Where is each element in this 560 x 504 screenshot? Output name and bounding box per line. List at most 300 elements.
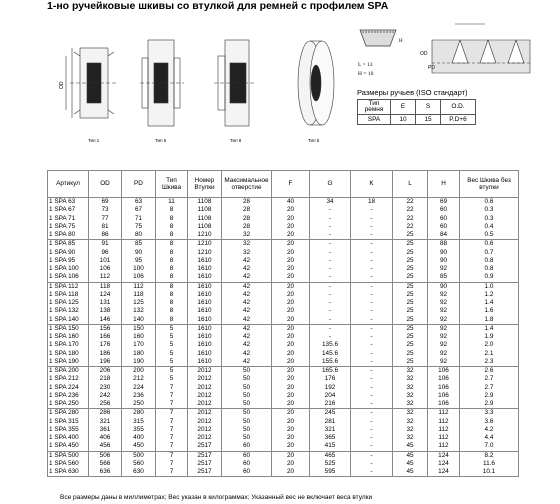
table-row xyxy=(48,257,519,265)
table-cell: - xyxy=(351,231,393,240)
table-cell: 42 xyxy=(222,273,272,282)
table-row xyxy=(48,215,519,223)
table-cell: - xyxy=(310,265,351,273)
table-cell: 22 xyxy=(393,198,428,207)
table-cell: 25 xyxy=(393,307,428,315)
type-label-8: Тип 8 xyxy=(230,138,242,143)
table-cell: 8 xyxy=(156,223,188,231)
table-cell: 1 SPA 85 xyxy=(48,240,89,249)
table-cell: 321 xyxy=(310,426,351,434)
table-cell: 192 xyxy=(310,384,351,392)
spec-header-cell: Артикул xyxy=(48,171,89,198)
table-cell: 1 SPA 80 xyxy=(48,231,89,240)
groove-table-title: Размеры ручьев (ISO стандарт) xyxy=(357,88,468,97)
table-cell: 8 xyxy=(156,231,188,240)
table-cell: 145.6 xyxy=(310,350,351,358)
table-cell: 25 xyxy=(393,350,428,358)
table-row xyxy=(48,223,519,231)
table-cell: 2517 xyxy=(188,442,222,451)
spec-header-cell: Максимальное отверстие xyxy=(222,171,272,198)
table-cell: 2.0 xyxy=(460,341,519,349)
table-cell: - xyxy=(310,316,351,325)
table-cell: 7 xyxy=(156,442,188,451)
table-cell: 0.4 xyxy=(460,223,519,231)
table-cell: 1 SPA 355 xyxy=(48,426,89,434)
table-row xyxy=(48,333,519,341)
table-cell: 60 xyxy=(428,223,460,231)
table-cell: 20 xyxy=(272,367,310,376)
table-cell: - xyxy=(351,350,393,358)
table-cell: 118 xyxy=(122,291,156,299)
table-cell: 1 SPA 500 xyxy=(48,451,89,460)
table-cell: 1610 xyxy=(188,257,222,265)
table-row xyxy=(48,434,519,442)
table-cell: 135.6 xyxy=(310,341,351,349)
table-cell: 8 xyxy=(156,282,188,291)
table-cell: 2.9 xyxy=(460,400,519,409)
belt-L-text: L = 13 xyxy=(358,62,373,68)
table-cell: 165.6 xyxy=(310,367,351,376)
spec-header-cell: G xyxy=(310,171,351,198)
table-row xyxy=(48,291,519,299)
table-cell: 5 xyxy=(156,358,188,367)
table-cell: 42 xyxy=(222,299,272,307)
table-cell: 32 xyxy=(222,231,272,240)
table-cell: 1 SPA 100 xyxy=(48,265,89,273)
table-cell: 7 xyxy=(156,468,188,477)
table-cell: 0.8 xyxy=(460,265,519,273)
table-cell: 20 xyxy=(272,206,310,214)
table-cell: 11 xyxy=(156,198,188,207)
table-cell: 60 xyxy=(428,215,460,223)
table-cell: 20 xyxy=(272,265,310,273)
table-cell: 286 xyxy=(89,409,122,418)
table-cell: - xyxy=(351,409,393,418)
table-cell: 92 xyxy=(428,358,460,367)
table-row xyxy=(48,282,519,291)
table-cell: 32 xyxy=(393,426,428,434)
table-cell: 245 xyxy=(310,409,351,418)
table-cell: 355 xyxy=(122,426,156,434)
table-cell: 7 xyxy=(156,434,188,442)
table-cell: 20 xyxy=(272,384,310,392)
footnote: Все размеры даны в миллиметрах; Вес указан в килограммах; Указанный вес не включает веса втулки xyxy=(60,494,373,501)
table-cell: - xyxy=(351,333,393,341)
table-cell: 156 xyxy=(89,324,122,333)
table-cell: 256 xyxy=(89,400,122,409)
table-cell: 1610 xyxy=(188,333,222,341)
table-cell: 155.6 xyxy=(310,358,351,367)
pulley-type8-drawing xyxy=(214,40,256,126)
table-cell: 42 xyxy=(222,333,272,341)
table-cell: 42 xyxy=(222,358,272,367)
table-cell: 20 xyxy=(272,350,310,358)
table-cell: 525 xyxy=(310,460,351,468)
table-cell: 1 SPA 400 xyxy=(48,434,89,442)
table-cell: 101 xyxy=(89,257,122,265)
table-cell: 0.6 xyxy=(460,198,519,207)
table-cell: 91 xyxy=(89,240,122,249)
table-cell: 1610 xyxy=(188,291,222,299)
table-cell: 361 xyxy=(89,426,122,434)
table-cell: 85 xyxy=(122,240,156,249)
spec-header-cell: H xyxy=(428,171,460,198)
table-cell: 1 SPA 180 xyxy=(48,350,89,358)
table-cell: 5 xyxy=(156,324,188,333)
table-cell: 124 xyxy=(89,291,122,299)
spec-header-cell: L xyxy=(393,171,428,198)
spec-header-cell: Тип Шкива xyxy=(156,171,188,198)
table-cell: 45 xyxy=(393,451,428,460)
table-cell: 636 xyxy=(89,468,122,477)
table-cell: - xyxy=(351,215,393,223)
table-cell: 415 xyxy=(310,442,351,451)
table-cell: 45 xyxy=(393,442,428,451)
table-cell: 106 xyxy=(428,375,460,383)
table-cell: - xyxy=(351,282,393,291)
table-cell: - xyxy=(351,265,393,273)
table-row xyxy=(48,299,519,307)
label-OD: OD xyxy=(420,51,428,57)
table-cell: 42 xyxy=(222,257,272,265)
table-cell: 400 xyxy=(122,434,156,442)
table-cell: 90 xyxy=(122,249,156,257)
table-cell: 73 xyxy=(89,206,122,214)
table-cell: 32 xyxy=(393,400,428,409)
table-cell: 10.1 xyxy=(460,468,519,477)
table-cell: 196 xyxy=(89,358,122,367)
groove-header-belt-type: Тип ремня xyxy=(358,100,391,115)
table-cell: 4.2 xyxy=(460,426,519,434)
table-cell: 1.4 xyxy=(460,324,519,333)
table-cell: 146 xyxy=(89,316,122,325)
table-cell: 77 xyxy=(89,215,122,223)
table-cell: 456 xyxy=(89,442,122,451)
groove-cell-od: P.D+6 xyxy=(441,115,476,125)
table-cell: - xyxy=(310,299,351,307)
table-cell: 1210 xyxy=(188,231,222,240)
belt-H-text: H = 10 xyxy=(358,71,374,77)
table-cell: - xyxy=(351,316,393,325)
table-cell: 92 xyxy=(428,299,460,307)
table-cell: 20 xyxy=(272,460,310,468)
spec-table-block xyxy=(47,170,519,477)
table-cell: 1 SPA 236 xyxy=(48,392,89,400)
type-label-1: Тип 1 xyxy=(88,138,100,143)
table-cell: 8 xyxy=(156,299,188,307)
table-cell: 1 SPA 71 xyxy=(48,215,89,223)
table-cell: 112 xyxy=(428,442,460,451)
table-cell: 25 xyxy=(393,231,428,240)
table-cell: 1 SPA 63 xyxy=(48,198,89,207)
table-cell: 595 xyxy=(310,468,351,477)
table-cell: 1 SPA 125 xyxy=(48,299,89,307)
table-cell: 465 xyxy=(310,451,351,460)
table-cell: - xyxy=(310,231,351,240)
table-cell: 32 xyxy=(222,249,272,257)
table-cell: 1 SPA 450 xyxy=(48,442,89,451)
table-cell: 69 xyxy=(428,198,460,207)
table-cell: 92 xyxy=(428,291,460,299)
table-cell: 566 xyxy=(89,460,122,468)
table-cell: 1.0 xyxy=(460,282,519,291)
table-cell: 42 xyxy=(222,350,272,358)
table-cell: - xyxy=(351,240,393,249)
table-cell: 200 xyxy=(122,367,156,376)
table-cell: 25 xyxy=(393,273,428,282)
table-cell: 90 xyxy=(428,257,460,265)
groove-profile-drawing xyxy=(432,24,530,73)
table-cell: 86 xyxy=(89,231,122,240)
table-cell: 20 xyxy=(272,468,310,477)
table-cell: 85 xyxy=(428,273,460,282)
table-cell: 118 xyxy=(89,282,122,291)
table-cell: 124 xyxy=(428,468,460,477)
table-cell: 0.8 xyxy=(460,257,519,265)
table-cell: 1108 xyxy=(188,198,222,207)
table-cell: 40 xyxy=(272,198,310,207)
pulley-type1-drawing xyxy=(66,48,118,118)
table-cell: 0.3 xyxy=(460,206,519,214)
table-cell: 42 xyxy=(222,265,272,273)
table-cell: 69 xyxy=(89,198,122,207)
table-cell: 32 xyxy=(393,375,428,383)
belt-profile-drawing xyxy=(360,30,396,46)
table-cell: 4.4 xyxy=(460,434,519,442)
table-cell: 112 xyxy=(428,434,460,442)
table-cell: 20 xyxy=(272,451,310,460)
table-cell: 50 xyxy=(222,384,272,392)
spec-header-cell: PD xyxy=(122,171,156,198)
type-label-5: Тип 5 xyxy=(308,138,320,143)
table-row xyxy=(48,375,519,383)
table-cell: 42 xyxy=(222,291,272,299)
table-cell: 1 SPA 140 xyxy=(48,316,89,325)
table-row xyxy=(48,358,519,367)
table-cell: 365 xyxy=(310,434,351,442)
table-cell: 1 SPA 315 xyxy=(48,418,89,426)
table-cell: 8 xyxy=(156,307,188,315)
table-cell: 1 SPA 95 xyxy=(48,257,89,265)
table-cell: 224 xyxy=(122,384,156,392)
table-row xyxy=(48,316,519,325)
table-cell: 5 xyxy=(156,350,188,358)
table-cell: 170 xyxy=(122,341,156,349)
table-cell: 7 xyxy=(156,409,188,418)
table-cell: - xyxy=(351,291,393,299)
table-cell: - xyxy=(351,468,393,477)
table-cell: 1210 xyxy=(188,249,222,257)
table-cell: 1.6 xyxy=(460,307,519,315)
table-cell: 84 xyxy=(428,231,460,240)
table-cell: 2.9 xyxy=(460,392,519,400)
table-cell: 1 SPA 224 xyxy=(48,384,89,392)
table-cell: 42 xyxy=(222,341,272,349)
table-cell: 20 xyxy=(272,442,310,451)
table-cell: 25 xyxy=(393,257,428,265)
table-cell: 25 xyxy=(393,240,428,249)
pulley-type5-drawing xyxy=(298,41,334,125)
table-cell: 106 xyxy=(428,400,460,409)
table-cell: 20 xyxy=(272,375,310,383)
table-cell: 242 xyxy=(89,392,122,400)
table-cell: 2012 xyxy=(188,409,222,418)
table-row xyxy=(48,409,519,418)
table-cell: 42 xyxy=(222,324,272,333)
table-cell: 20 xyxy=(272,282,310,291)
table-cell: 20 xyxy=(272,240,310,249)
table-cell: 106 xyxy=(89,265,122,273)
label-H: H xyxy=(399,39,403,44)
spec-table xyxy=(47,170,519,477)
table-cell: 281 xyxy=(310,418,351,426)
table-cell: 7.0 xyxy=(460,442,519,451)
table-cell: 25 xyxy=(393,358,428,367)
table-cell: 95 xyxy=(122,257,156,265)
table-cell: 25 xyxy=(393,316,428,325)
table-cell: - xyxy=(351,358,393,367)
table-cell: 20 xyxy=(272,223,310,231)
table-row xyxy=(48,384,519,392)
table-row xyxy=(48,451,519,460)
table-row xyxy=(48,273,519,282)
table-cell: 1108 xyxy=(188,206,222,214)
page-title: 1-но ручейковые шкивы со втулкой для ремней с профилем SPA xyxy=(47,0,389,12)
table-row xyxy=(48,240,519,249)
table-cell: 22 xyxy=(393,223,428,231)
table-cell: 7 xyxy=(156,426,188,434)
table-cell: 8 xyxy=(156,240,188,249)
table-cell: - xyxy=(310,249,351,257)
table-cell: 106 xyxy=(428,384,460,392)
table-cell: 2012 xyxy=(188,384,222,392)
table-cell: 1.4 xyxy=(460,299,519,307)
table-cell: 2.7 xyxy=(460,375,519,383)
table-cell: 92 xyxy=(428,324,460,333)
table-cell: 8 xyxy=(156,206,188,214)
table-cell: 60 xyxy=(222,442,272,451)
table-cell: 32 xyxy=(393,367,428,376)
table-cell: - xyxy=(351,299,393,307)
table-cell: 124 xyxy=(428,451,460,460)
table-cell: 20 xyxy=(272,231,310,240)
table-cell: - xyxy=(351,249,393,257)
table-cell: 90 xyxy=(428,249,460,257)
table-cell: 20 xyxy=(272,215,310,223)
table-cell: 630 xyxy=(122,468,156,477)
groove-header-e: E xyxy=(391,100,416,115)
table-cell: - xyxy=(351,400,393,409)
table-row xyxy=(48,367,519,376)
table-cell: 20 xyxy=(272,291,310,299)
table-cell: 32 xyxy=(393,409,428,418)
table-cell: 20 xyxy=(272,434,310,442)
table-cell: 2.7 xyxy=(460,384,519,392)
table-cell: 25 xyxy=(393,341,428,349)
table-cell: 34 xyxy=(310,198,351,207)
table-cell: 42 xyxy=(222,316,272,325)
table-cell: 20 xyxy=(272,409,310,418)
table-cell: 2517 xyxy=(188,451,222,460)
table-cell: 1 SPA 630 xyxy=(48,468,89,477)
table-cell: 60 xyxy=(222,451,272,460)
table-cell: 106 xyxy=(428,367,460,376)
table-cell: 92 xyxy=(428,316,460,325)
table-row xyxy=(48,350,519,358)
table-cell: - xyxy=(310,333,351,341)
table-row xyxy=(48,392,519,400)
table-cell: 50 xyxy=(222,409,272,418)
table-cell: - xyxy=(351,392,393,400)
table-cell: 75 xyxy=(122,223,156,231)
table-cell: - xyxy=(351,257,393,265)
table-cell: 3.6 xyxy=(460,418,519,426)
table-cell: 60 xyxy=(222,468,272,477)
table-cell: 8 xyxy=(156,215,188,223)
table-cell: 1610 xyxy=(188,282,222,291)
table-cell: 60 xyxy=(222,460,272,468)
spec-header-cell: F xyxy=(272,171,310,198)
table-cell: 1210 xyxy=(188,240,222,249)
table-cell: - xyxy=(310,282,351,291)
table-cell: 2012 xyxy=(188,392,222,400)
table-cell: 92 xyxy=(428,307,460,315)
table-cell: - xyxy=(351,442,393,451)
table-cell: 50 xyxy=(222,375,272,383)
table-cell: 406 xyxy=(89,434,122,442)
table-cell: 2012 xyxy=(188,434,222,442)
table-cell: 176 xyxy=(310,375,351,383)
groove-header-s: S xyxy=(416,100,441,115)
table-cell: 50 xyxy=(222,400,272,409)
table-row xyxy=(48,468,519,477)
table-row xyxy=(48,400,519,409)
table-cell: 140 xyxy=(122,316,156,325)
table-cell: 28 xyxy=(222,198,272,207)
table-cell: 32 xyxy=(222,240,272,249)
table-cell: 1610 xyxy=(188,299,222,307)
table-cell: 7 xyxy=(156,384,188,392)
table-cell: 112 xyxy=(122,282,156,291)
table-cell: 0.7 xyxy=(460,249,519,257)
table-cell: 7 xyxy=(156,418,188,426)
table-cell: 8 xyxy=(156,265,188,273)
table-cell: 1610 xyxy=(188,358,222,367)
table-cell: 28 xyxy=(222,215,272,223)
table-cell: - xyxy=(310,223,351,231)
table-cell: 560 xyxy=(122,460,156,468)
table-cell: 0.6 xyxy=(460,240,519,249)
table-cell: 20 xyxy=(272,400,310,409)
table-row xyxy=(48,307,519,315)
table-row xyxy=(48,418,519,426)
table-cell: 166 xyxy=(89,333,122,341)
table-cell: 450 xyxy=(122,442,156,451)
spec-header-cell: Вес Шкива без втулки xyxy=(460,171,519,198)
table-cell: 0.3 xyxy=(460,215,519,223)
table-cell: 2012 xyxy=(188,426,222,434)
table-cell: 11.6 xyxy=(460,460,519,468)
table-cell: 88 xyxy=(428,240,460,249)
table-cell: 2012 xyxy=(188,367,222,376)
table-cell: 112 xyxy=(428,418,460,426)
table-cell: 5 xyxy=(156,341,188,349)
table-cell: - xyxy=(310,206,351,214)
table-cell: 1610 xyxy=(188,316,222,325)
table-cell: 1 SPA 106 xyxy=(48,273,89,282)
groove-header-od: O.D. xyxy=(441,100,476,115)
table-row xyxy=(48,341,519,349)
